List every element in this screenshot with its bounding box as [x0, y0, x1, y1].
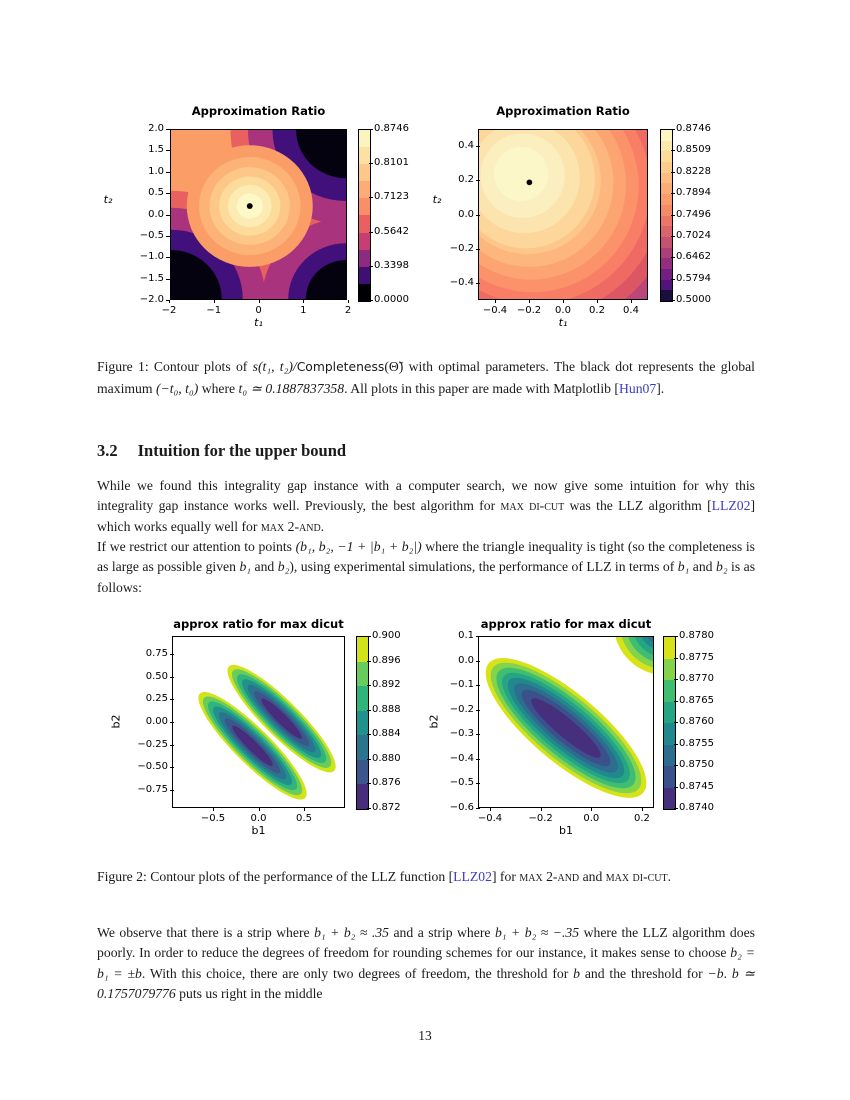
paragraph-2 [97, 537, 755, 598]
tick-label: −0.4 [478, 303, 512, 316]
tick-label: 2.0 [124, 122, 164, 136]
body-text: and the threshold for [579, 965, 708, 981]
page-number: 13 [418, 1028, 432, 1043]
tick-label: 0.0 [569, 811, 613, 824]
body-math: (b₁, b₂, −1 + |b₁ + b₂|) [295, 539, 422, 554]
tick-label: 0.3398 [374, 259, 409, 271]
tick-label: 0.5794 [676, 272, 711, 284]
tick-label: 1.5 [124, 143, 164, 157]
fig2-left-title: approx ratio for max dicut [173, 617, 344, 631]
tick-label: 0.0 [124, 208, 164, 222]
body-text: and [689, 559, 716, 575]
tick-label: 0.5000 [676, 294, 711, 305]
colorbar-band [359, 181, 370, 198]
citation-link-hun07[interactable]: Hun07 [618, 381, 657, 396]
body-math: b ≃ 0.1757079776 [97, 965, 755, 1002]
colorbar-band [661, 151, 672, 162]
colorbar-band [664, 766, 675, 788]
smallcaps-max-di-cut: max di-cut [605, 869, 668, 884]
colorbar-band [359, 147, 370, 164]
smallcaps-max-di-cut: max di-cut [500, 498, 565, 514]
caption-math: t₀ ≃ 0.1887837358 [238, 381, 345, 396]
fig1-right-colorbar [660, 129, 673, 302]
paragraph-3 [97, 923, 755, 1005]
tick-label: 0.880 [372, 752, 401, 764]
tick-label: 0.4 [614, 303, 648, 316]
fig1-left-colorbar-ticks [374, 122, 409, 307]
fig2-left-x-axis-ticks [193, 811, 324, 824]
caption-sans-math: Completeness [296, 360, 385, 374]
tick-label: 0.0 [546, 303, 580, 316]
colorbar-band [661, 216, 672, 227]
colorbar-band [664, 723, 675, 745]
global-maximum-dot [247, 203, 253, 209]
tick-label: 0.872 [372, 801, 401, 813]
fig2-left-colorbar-ticks [372, 629, 401, 815]
colorbar-band [359, 233, 370, 250]
smallcaps-max-2-and: max 2-and [519, 869, 580, 884]
tick-label: 0.8101 [374, 157, 409, 169]
tick-label: 1 [281, 303, 325, 316]
section-title: Intuition for the upper bound [137, 441, 347, 460]
body-text: where the triangle inequality is tight (so the completeness is as large as possible given [97, 539, 755, 575]
fig2-left-contour-plot [172, 636, 345, 808]
colorbar-band [357, 711, 368, 736]
caption-math: (−t₀, t₀) [155, 381, 199, 396]
body-math: b₂ [715, 559, 728, 575]
caption-text: Figure 2: Contour plots of the performance of the LLZ function [ [97, 869, 454, 884]
body-math: b₁ [677, 559, 690, 575]
tick-label: 0.8755 [679, 737, 714, 749]
caption-text: where [198, 381, 239, 396]
tick-label: −0.5 [124, 229, 164, 243]
fig1-left-title: Approximation Ratio [191, 104, 326, 118]
tick-label: 0.0 [239, 811, 279, 824]
caption-text: . All plots in this paper are made with Matplotlib [ [344, 381, 619, 396]
body-text: was the LLZ algorithm [ [564, 498, 712, 514]
colorbar-band [661, 280, 672, 291]
colorbar-band [357, 760, 368, 785]
tick-label: 0.900 [372, 630, 401, 641]
colorbar-band [664, 680, 675, 702]
tick-label: 0.75 [128, 647, 168, 661]
tick-label: −0.75 [128, 783, 168, 797]
colorbar-band [359, 130, 370, 147]
section-number: 3.2 [97, 441, 118, 460]
tick-label: −1.0 [124, 250, 164, 264]
fig2-left-y-axis-label: b2 [109, 714, 123, 729]
colorbar-band [359, 164, 370, 181]
fig1-right-contour-svg [479, 130, 647, 299]
tick-label: −0.4 [468, 811, 512, 824]
tick-label: −0.6 [434, 801, 474, 815]
fig2-right-title: approx ratio for max dicut [480, 617, 652, 631]
tick-label: 0.8750 [679, 759, 714, 770]
fig1-left-x-axis-label: t₁ [254, 316, 263, 329]
tick-label: 0.876 [372, 777, 401, 789]
tick-label: 0.7496 [676, 208, 711, 220]
fig1-right-colorbar-ticks [676, 122, 711, 307]
body-math: b₁ + b₂ ≈ .35 [314, 925, 389, 940]
tick-label: −2 [147, 303, 191, 316]
colorbar-band [359, 215, 370, 232]
colorbar-band [359, 198, 370, 215]
fig2-right-contour-svg [479, 637, 653, 807]
fig1-right-x-axis-label: t₁ [558, 316, 568, 329]
tick-label: 0.8780 [679, 630, 714, 641]
tick-label: −0.2 [434, 242, 474, 256]
colorbar-band [661, 237, 672, 248]
colorbar-band [661, 130, 672, 141]
fig1-left-x-axis-ticks [147, 303, 370, 316]
fig2-right-colorbar [663, 636, 676, 810]
tick-label: −2.0 [124, 293, 164, 307]
tick-label: 0.8740 [679, 802, 714, 813]
tick-label: 0.25 [128, 692, 168, 706]
tick-label: 0.5642 [374, 225, 409, 237]
global-maximum-dot [527, 180, 533, 186]
tick-label: 0.2 [620, 811, 664, 824]
tick-label: 0.888 [372, 703, 401, 715]
body-text: and [251, 559, 278, 575]
colorbar-band [664, 745, 675, 767]
tick-label: 1.0 [124, 165, 164, 179]
caption-text: ] for [491, 869, 520, 884]
colorbar-band [357, 662, 368, 687]
fig1-left-contour-svg [171, 130, 346, 299]
tick-label: 0.50 [128, 670, 168, 684]
fig2-right-colorbar-ticks [679, 629, 714, 815]
tick-label: −0.2 [434, 703, 474, 717]
tick-label: 0.8746 [676, 123, 711, 134]
body-math: b₂ [277, 559, 290, 575]
colorbar-band [664, 702, 675, 724]
body-math: −b [707, 965, 724, 981]
caption-math: (Θ̃) [384, 359, 404, 374]
tick-label: 0.8509 [676, 144, 711, 156]
tick-label: −0.50 [128, 760, 168, 774]
tick-label: 0.7024 [676, 229, 711, 241]
tick-label: 0 [237, 303, 281, 316]
body-text: puts us right in the middle [175, 986, 323, 1002]
colorbar-band [661, 194, 672, 205]
fig2-right-x-axis-label: b1 [559, 824, 573, 837]
caption-text: ]. [656, 381, 665, 396]
tick-label: −0.3 [434, 727, 474, 741]
tick-label: 0.8770 [679, 673, 714, 684]
tick-label: 0.8765 [679, 694, 714, 706]
tick-label: 0.8746 [374, 123, 409, 134]
tick-label: −0.25 [128, 738, 168, 752]
colorbar-band [357, 637, 368, 662]
tick-label: 0.8228 [676, 165, 711, 177]
figure1-caption [97, 356, 755, 399]
smallcaps-max-2-and: max 2-and [260, 518, 321, 534]
tick-label: −0.4 [434, 752, 474, 766]
colorbar-band [357, 686, 368, 711]
tick-label: 0.0000 [374, 293, 409, 305]
fig2-right-y-axis-label: b2 [427, 714, 441, 729]
section-heading [97, 441, 346, 461]
caption-text: with optimal parameters. The black dot represents the global maximum [97, 359, 755, 396]
body-math: b [573, 965, 580, 981]
tick-label: −1 [192, 303, 236, 316]
tick-label: 0.4 [434, 139, 474, 153]
paragraph-1 [97, 476, 755, 537]
citation-link-llz02[interactable]: LLZ02 [711, 498, 751, 514]
caption-math: s(t₁, t₂)/ [252, 359, 297, 374]
tick-label: 0.1 [434, 629, 474, 643]
fig1-right-contour-plot [478, 129, 648, 300]
body-text: While we found this integrality gap instance with a computer search, we now give some intuition for why this integrality gap instance works well. Previously, the best algorithm for [97, 478, 755, 514]
tick-label: −0.2 [519, 811, 563, 824]
caption-text: Figure 1: Contour plots of [97, 359, 253, 374]
body-text: and a strip where [389, 925, 495, 940]
tick-label: 0.896 [372, 654, 401, 666]
colorbar-band [664, 788, 675, 810]
caption-text: . [667, 869, 672, 884]
tick-label: 0.2 [434, 173, 474, 187]
fig2-left-contour-svg [173, 637, 344, 807]
tick-label: 0.8760 [679, 716, 714, 727]
tick-label: −0.2 [512, 303, 546, 316]
fig2-right-contour-plot [478, 636, 654, 808]
body-text: is as follows: [97, 559, 756, 595]
body-math: b₂ = b₁ = ±b [97, 945, 755, 981]
fig1-right-y-axis-ticks [434, 139, 474, 290]
tick-label: 0.00 [128, 715, 168, 729]
colorbar-band [357, 735, 368, 760]
fig1-left-y-axis-ticks [124, 122, 164, 307]
fig1-left-colorbar [358, 129, 371, 302]
body-text: ), using experimental simulations, the performance of LLZ in terms of [289, 559, 678, 575]
figure2-caption [97, 866, 755, 887]
tick-label: 2 [326, 303, 370, 316]
citation-link-llz02[interactable]: LLZ02 [453, 869, 492, 884]
colorbar-band [661, 258, 672, 269]
colorbar-band [661, 173, 672, 184]
tick-label: −0.4 [434, 276, 474, 290]
colorbar-band [359, 284, 370, 301]
fig2-left-x-axis-label: b1 [251, 824, 266, 837]
colorbar-band [357, 784, 368, 809]
body-text: . [723, 965, 732, 981]
body-text: If we restrict our attention to points [97, 539, 296, 554]
fig1-left-contour-plot [170, 129, 347, 300]
body-text: We observe that there is a strip where [97, 925, 315, 940]
body-math: b₁ [239, 559, 252, 575]
tick-label: 0.7123 [374, 191, 409, 203]
fig1-right-x-axis-ticks [478, 303, 648, 316]
tick-label: 0.884 [372, 728, 401, 740]
fig1-left-y-axis-label: t₂ [103, 193, 113, 206]
colorbar-band [664, 659, 675, 681]
body-text: where the LLZ algorithm does poorly. In order to reduce the degrees of freedom for rounding schemes for our instance, it makes sense to choose [97, 925, 756, 961]
caption-text: and [579, 869, 606, 884]
tick-label: 0.5 [124, 186, 164, 200]
tick-label: −1.5 [124, 272, 164, 286]
body-text: . [320, 518, 325, 534]
colorbar-band [359, 250, 370, 267]
body-text: ] which works equally well for [97, 498, 756, 534]
tick-label: 0.7894 [676, 187, 711, 199]
tick-label: 0.8745 [679, 780, 714, 792]
tick-label: −0.1 [434, 678, 474, 692]
tick-label: −0.5 [434, 776, 474, 790]
tick-label: 0.892 [372, 679, 401, 691]
colorbar-band [359, 267, 370, 284]
tick-label: 0.0 [434, 208, 474, 222]
tick-label: −0.5 [193, 811, 233, 824]
body-math: b₁ + b₂ ≈ −.35 [494, 925, 580, 940]
fig1-right-title: Approximation Ratio [496, 104, 630, 118]
tick-label: 0.6462 [676, 251, 711, 263]
body-text: . With this choice, there are only two degrees of freedom, the threshold for [141, 965, 574, 981]
fig2-right-x-axis-ticks [468, 811, 664, 824]
tick-label: 0.2 [580, 303, 614, 316]
fig1-right-y-axis-label: t₂ [432, 193, 442, 206]
colorbar-band [664, 637, 675, 659]
tick-label: 0.0 [434, 654, 474, 668]
fig2-left-y-axis-ticks [128, 647, 168, 797]
tick-label: 0.8775 [679, 651, 714, 663]
tick-label: 0.5 [284, 811, 324, 824]
